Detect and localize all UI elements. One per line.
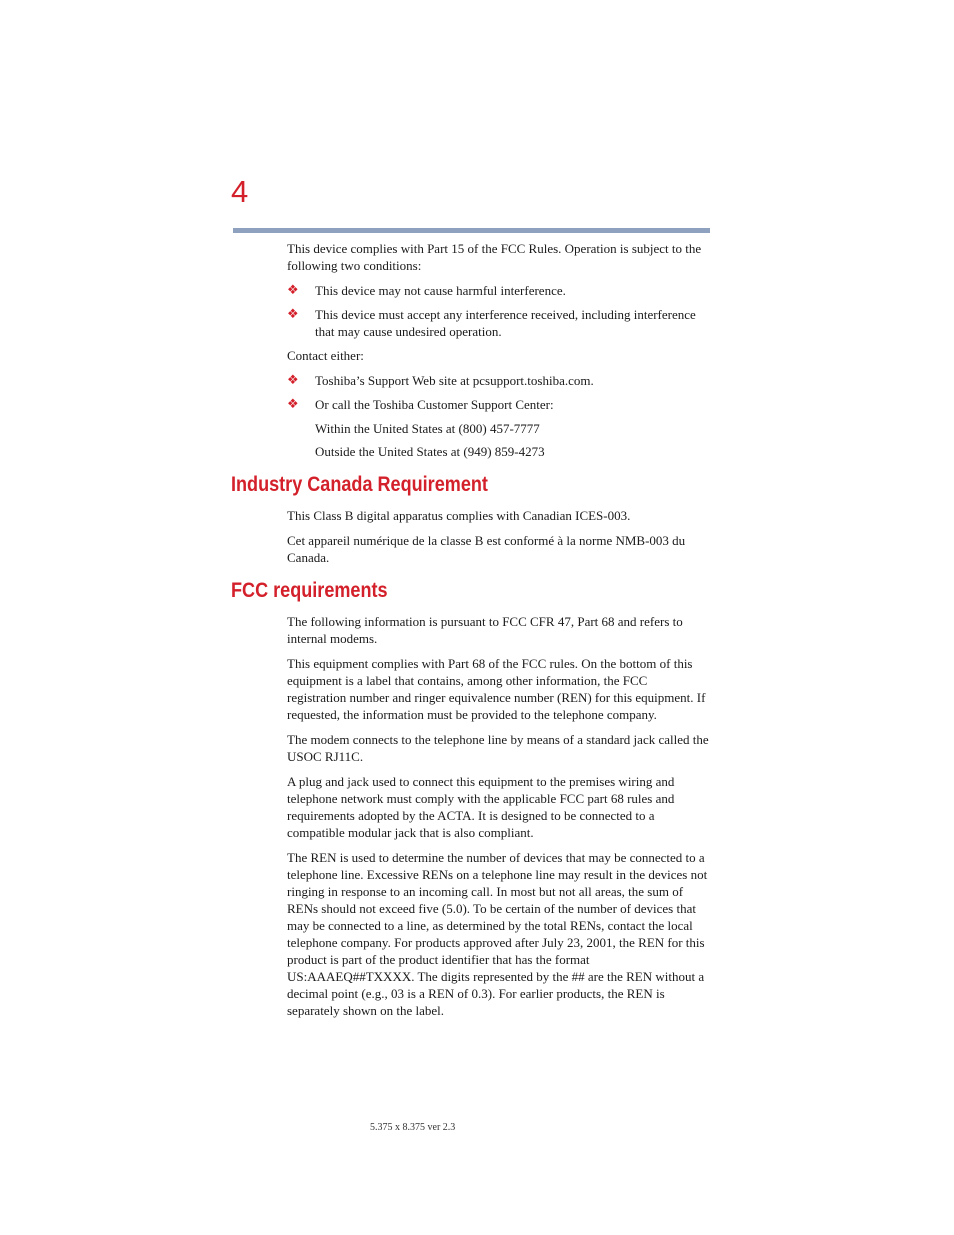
paragraph: This equipment complies with Part 68 of the FCC rules. On the bottom of this equipment is a label that contains, among other information, the FCC registration number and ringer equivalence number (REN) for this equipment. If requested, the information must be provided to the telephone company. xyxy=(287,656,706,722)
paragraph: The REN is used to determine the number of devices that may be connected to a telephone line. Excessive RENs on a telephone line may result in the devices not ringing in response to an incoming call. In most but not all areas, the sum of RENs should not exceed five (5.0). To be certain of the number of devices that may be connected to a line, as determined by the total RENs, contact the local telephone company. For products approved after July 23, 2001, the REN for this product is part of the product identifier that has the format US:AAAEQ##TXXXX. The digits represented by the ## are the REN without a decimal point (e.g., 03 is a REN of 0.3). For earlier products, the REN is separately shown on the label. xyxy=(287,850,708,1018)
paragraph: The modem connects to the telephone line by means of a standard jack called the USOC RJ11C. xyxy=(287,732,709,764)
diamond-bullet-icon: ❖ xyxy=(287,307,299,322)
page-number: 4 xyxy=(231,174,249,209)
page-footer: 5.375 x 8.375 ver 2.3 xyxy=(370,1122,456,1133)
diamond-bullet-icon: ❖ xyxy=(287,283,299,298)
diamond-bullet-icon: ❖ xyxy=(287,397,299,412)
paragraph: A plug and jack used to connect this equipment to the premises wiring and telephone network must comply with the applicable FCC part 68 rules and requirements adopted by the ACTA. It is designed to be connected to a compatible modular jack that is also compliant. xyxy=(287,774,675,840)
paragraph: This Class B digital apparatus complies with Canadian ICES-003. xyxy=(287,508,631,523)
list-item-text: This device may not cause harmful interference. xyxy=(315,283,566,298)
list-item xyxy=(287,306,709,340)
list-item-text: Toshiba’s Support Web site at pcsupport.toshiba.com. xyxy=(315,373,594,388)
list-item-text: This device must accept any interference received, including interference that may cause undesired operation. xyxy=(315,307,696,339)
page-content xyxy=(231,240,709,1027)
paragraph: Cet appareil numérique de la classe B est conformé à la norme NMB-003 du Canada. xyxy=(287,533,686,565)
intro-paragraph: This device complies with Part 15 of the FCC Rules. Operation is subject to the following two conditions: xyxy=(287,241,702,273)
list-item xyxy=(287,396,709,413)
phone-us: Within the United States at (800) 457-7777 xyxy=(315,421,540,436)
list-item xyxy=(287,372,709,389)
paragraph: The following information is pursuant to FCC CFR 47, Part 68 and refers to internal modems. xyxy=(287,614,683,646)
section-heading-fcc: FCC requirements xyxy=(231,579,388,602)
contact-label: Contact either: xyxy=(287,348,364,363)
list-item xyxy=(287,282,709,299)
section-heading-industry-canada: Industry Canada Requirement xyxy=(231,473,488,496)
list-item-text: Or call the Toshiba Customer Support Center: xyxy=(315,397,554,412)
phone-outside: Outside the United States at (949) 859-4273 xyxy=(315,444,545,459)
header-rule xyxy=(233,228,710,233)
diamond-bullet-icon: ❖ xyxy=(287,373,299,388)
